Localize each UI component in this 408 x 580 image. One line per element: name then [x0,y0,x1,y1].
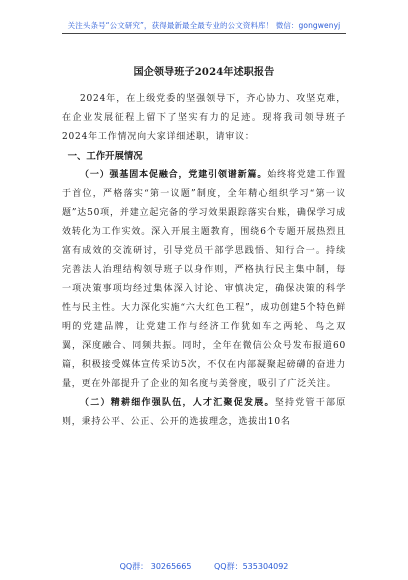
header-divider [62,33,346,34]
paragraph-lead: （一）强基固本促融合，党建引领谱新篇。 [80,170,268,180]
intro-paragraph: 2024年，在上级党委的坚强领导下，齐心协力、攻坚克难，在企业发展征程上留下了坚实有力的足迹。现将我司领导班子2024年工作情况向大家详细述职，请审议： [62,94,346,142]
header-note: 关注头条号“公文研究”，获得最新最全最专业的公文资料库！ 微信：gongwenyj [67,21,341,30]
body-paragraph-2 [62,394,346,432]
paragraph-body: 始终将党建工作置于首位，严格落实“第一议题”制度，全年精心组织学习“第一议题”达50项，并建立起完备的学习效果跟踪落实台账，确保学习成效转化为工作实效。深入开展主题教育，围绕6个专题开展热烈且富有成效的交流研讨，引导党员干部学思践悟、知行合一。持续完善法人治理结构领导班子以身作则，严格执行民主集中制，每一项决策事项均经过集体深入讨论、审慎决定，确保决策的科学性与民主性。大力深化实施“六大红色工程”，成功创建5个特色鲜明的党建品牌，让党建工作与经济工作犹如车之两轮、鸟之双翼，深度融合、同频共振。同时，全年在微信公众号发布报道60篇，积极接受媒体宣传采访5次，不仅在内部凝聚起磅礴的奋进力量，更在外部提升了企业的知名度与美誉度，吸引了广泛关注。 [62,170,346,389]
section-heading: 一、工作开展情况 [67,151,143,162]
footer-contact [0,561,408,572]
paragraph-lead: （二）精耕细作强队伍，人才汇聚促发展。 [80,398,275,408]
document-page [62,63,346,432]
document-title: 国企领导班子2024年述职报告 [133,67,275,78]
body-paragraph-1 [62,166,346,394]
qq-group-1: QQ群： 30265665 [119,562,192,571]
paragraph-body: 坚持党管干部原则，秉持公平、公正、公开的选拔理念，选拔出10名 [62,398,347,427]
qq-group-2: QQ群：535304092 [214,562,289,571]
